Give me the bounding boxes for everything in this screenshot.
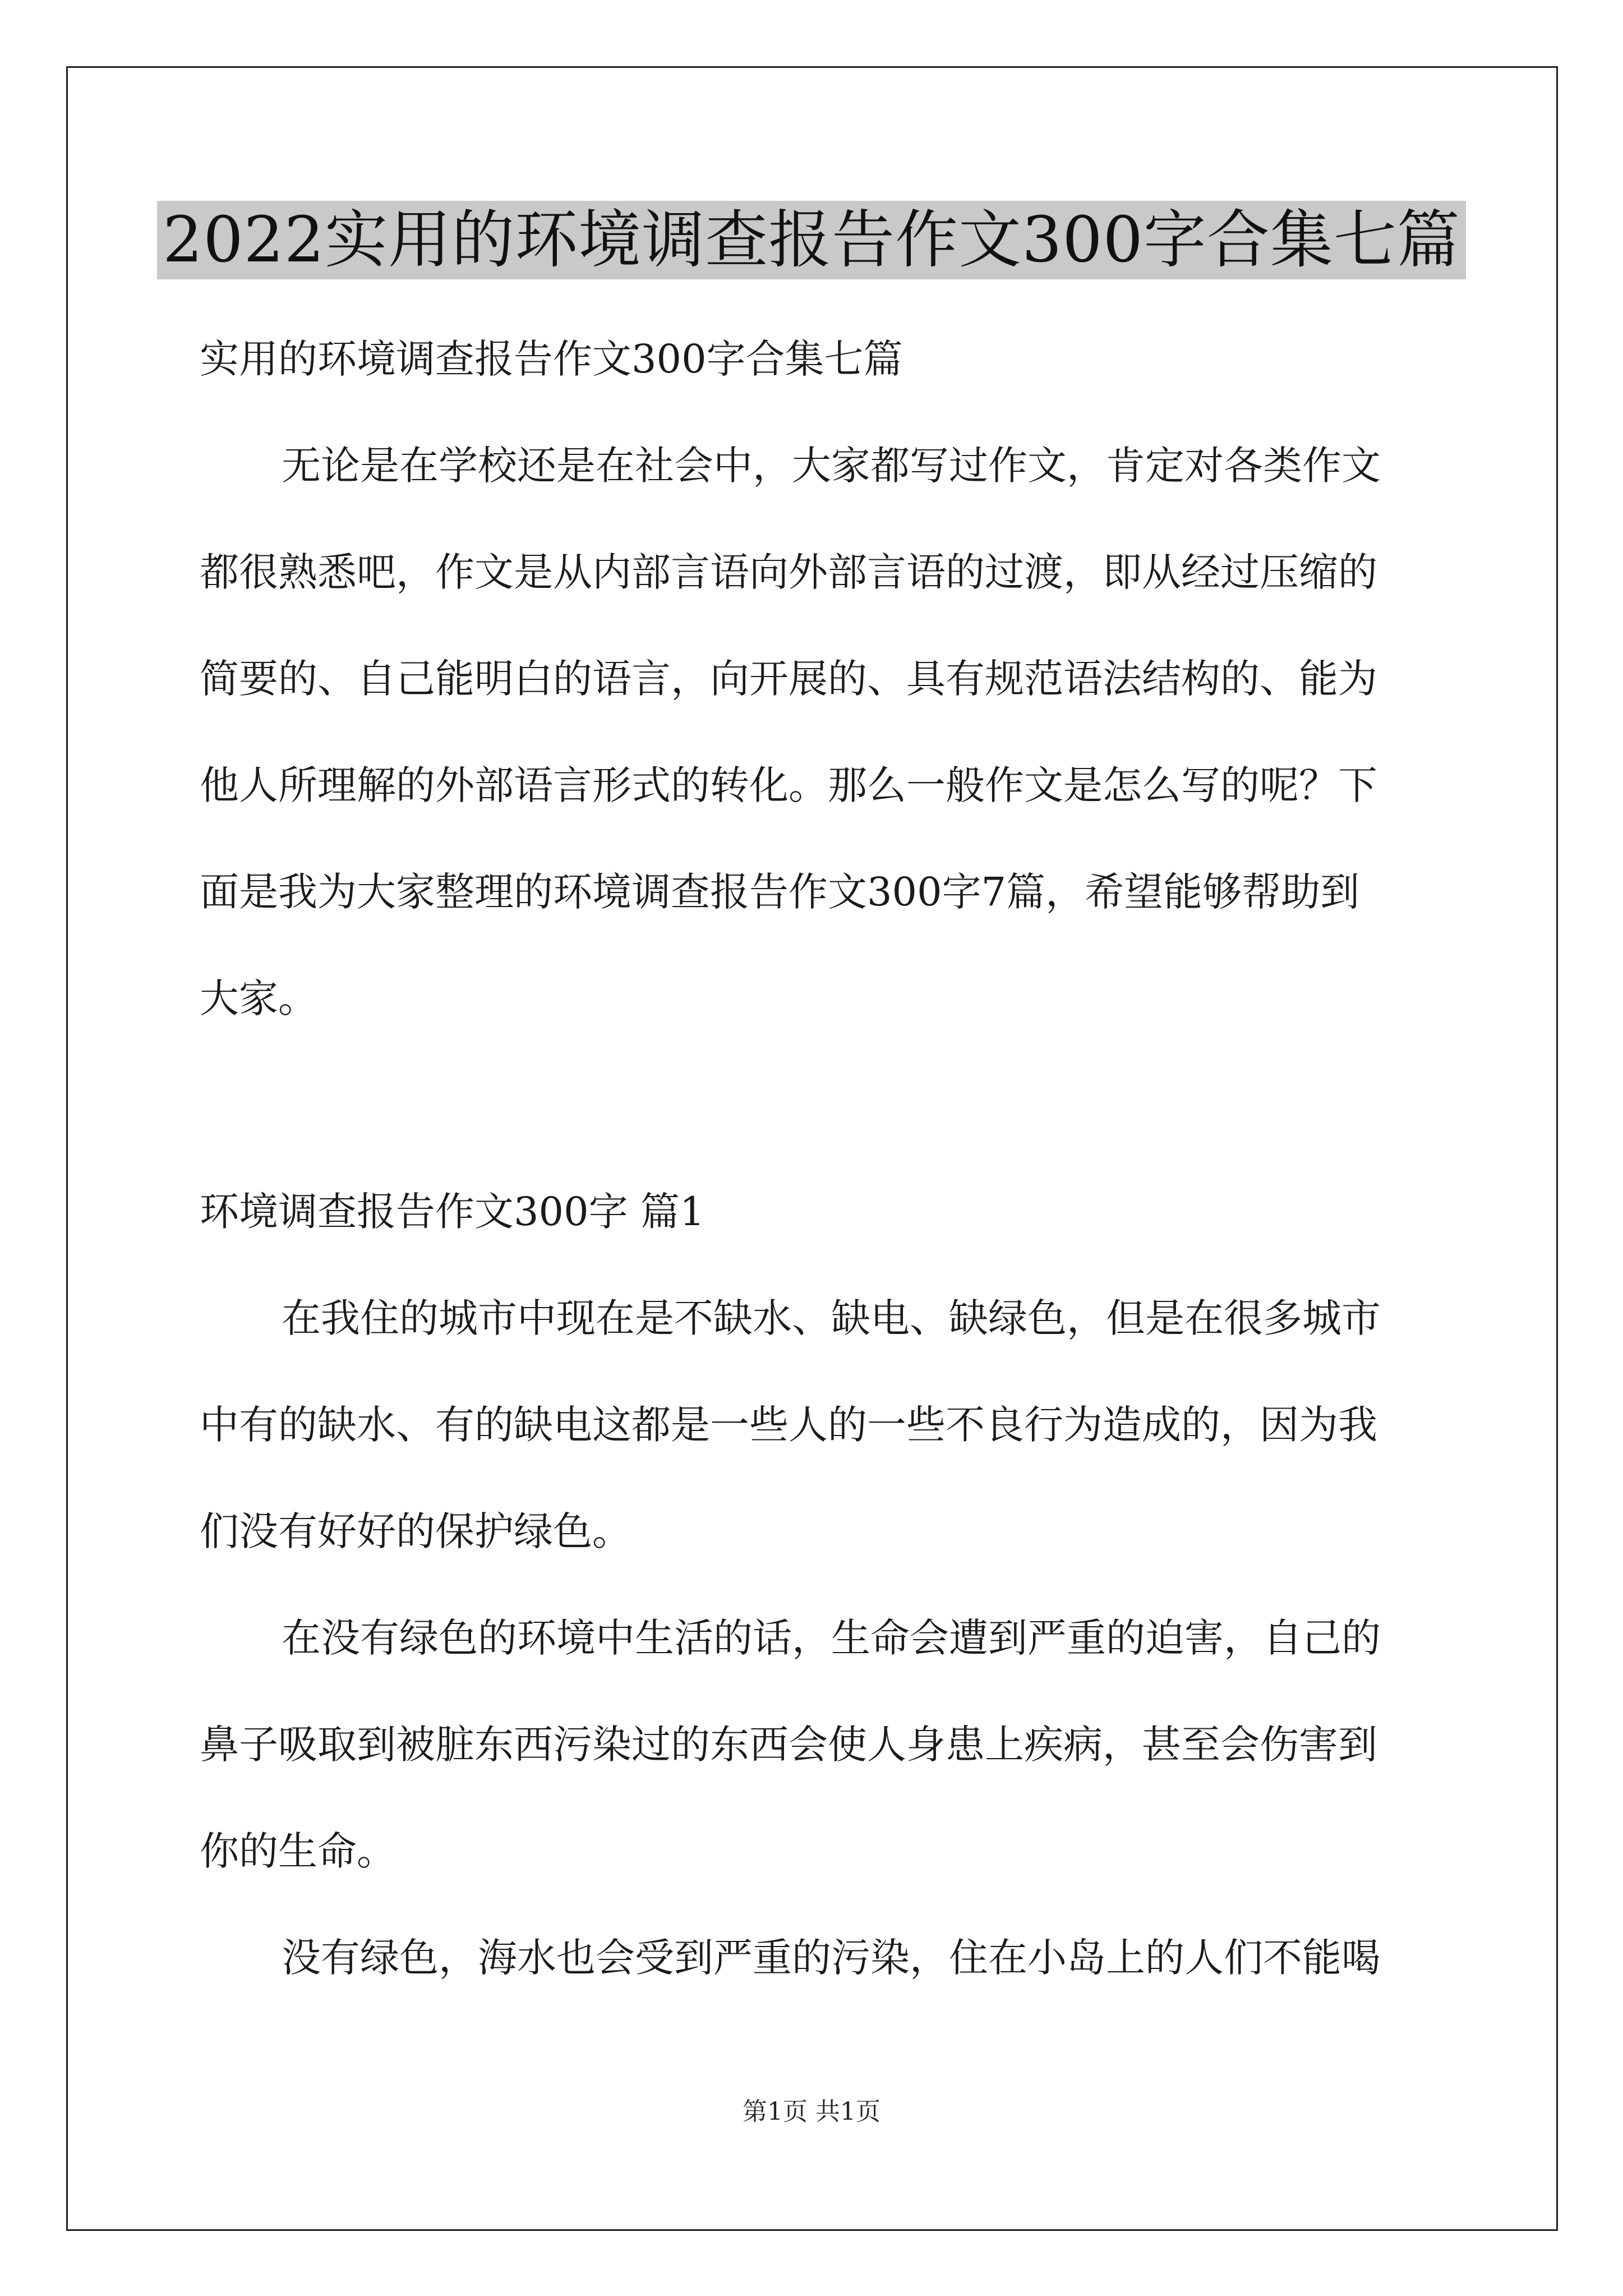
paragraph-line: 你的生命。 bbox=[200, 1828, 396, 1874]
intro-line: 无论是在学校还是在社会中，大家都写过作文，肯定对各类作文 bbox=[282, 443, 1381, 489]
paragraph-line: 鼻子吸取到被脏东西污染过的东西会使人身患上疾病，甚至会伤害到 bbox=[200, 1722, 1377, 1768]
section-heading: 环境调查报告作文300字 篇1 bbox=[200, 1189, 705, 1235]
intro-line: 面是我为大家整理的环境调查报告作文300字7篇，希望能够帮助到 bbox=[200, 869, 1360, 915]
document-body bbox=[200, 314, 1428, 1980]
paragraph-line: 中有的缺水、有的缺电这都是一些人的一些不良行为造成的，因为我 bbox=[200, 1402, 1377, 1448]
document-title: 2022实用的环境调查报告作文300字合集七篇 bbox=[157, 201, 1466, 279]
paragraph-3 bbox=[200, 1935, 1428, 1980]
paragraph-line: 在没有绿色的环境中生活的话，生命会遭到严重的迫害，自己的 bbox=[282, 1615, 1381, 1661]
subtitle: 实用的环境调查报告作文300字合集七篇 bbox=[200, 336, 903, 382]
page-footer: 第1页 共1页 bbox=[743, 2097, 880, 2126]
paragraph-line: 们没有好好的保护绿色。 bbox=[200, 1508, 631, 1554]
paragraph-line: 没有绿色，海水也会受到严重的污染，住在小岛上的人们不能喝 bbox=[282, 1935, 1381, 1981]
paragraph-line: 在我住的城市中现在是不缺水、缺电、缺绿色，但是在很多城市 bbox=[282, 1295, 1381, 1341]
paragraph-2 bbox=[200, 1616, 1428, 1874]
intro-line: 他人所理解的外部语言形式的转化。那么一般作文是怎么写的呢？下 bbox=[200, 762, 1377, 808]
intro-line: 都很熟悉吧，作文是从内部言语向外部言语的过渡，即从经过压缩的 bbox=[200, 549, 1377, 595]
intro-paragraph bbox=[200, 443, 1428, 1021]
title-area bbox=[0, 201, 1623, 279]
paragraph-1 bbox=[200, 1296, 1428, 1554]
intro-line: 大家。 bbox=[200, 976, 317, 1022]
intro-line: 简要的、自己能明白的语言，向开展的、具有规范语法结构的、能为 bbox=[200, 656, 1377, 702]
